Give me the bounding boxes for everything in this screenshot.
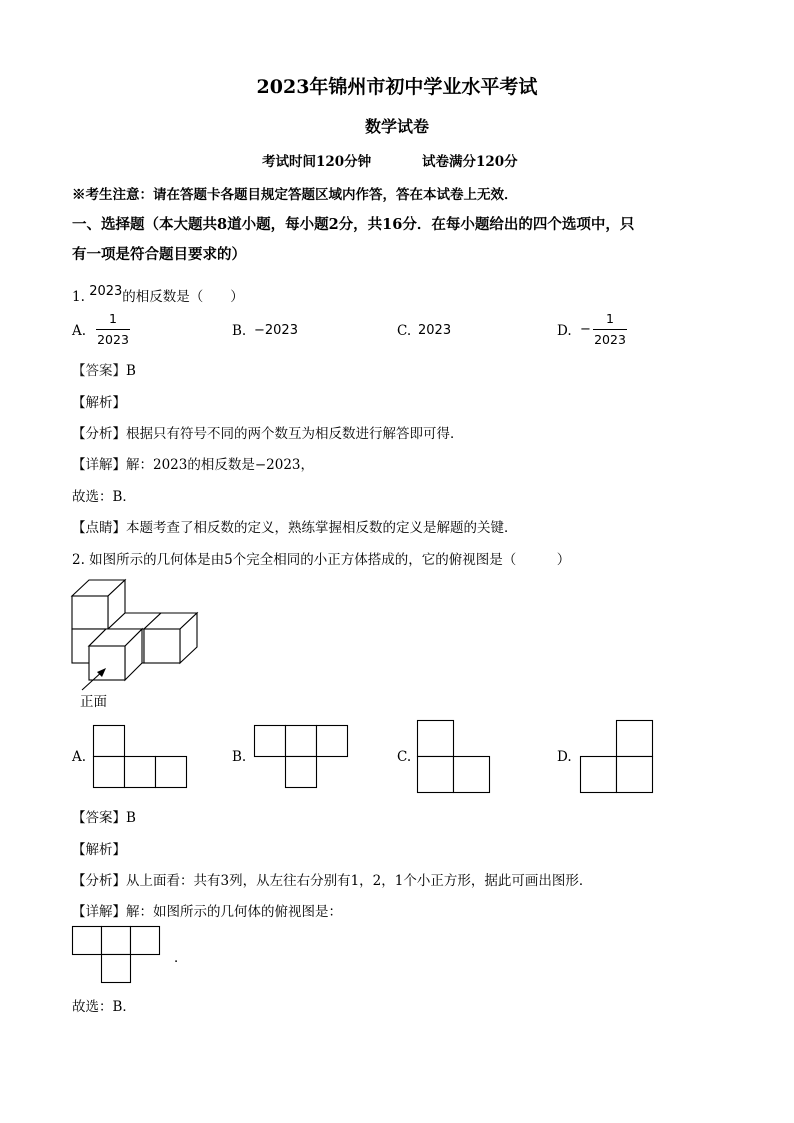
q1-option-d-denominator: 2023 bbox=[594, 332, 626, 347]
q2-detail bbox=[72, 900, 342, 920]
q1-fenxi-text: 根据只有符号不同的两个数互为相反数进行解答即可得． bbox=[126, 426, 464, 442]
q1-choose: 故选：B． bbox=[72, 489, 136, 505]
fraction-bar bbox=[96, 329, 130, 330]
q2-option-b-label: B. bbox=[232, 749, 247, 765]
q2-fenxi-text: 从上面看：共有3列，从左往右分别有1，2，1个小正方形，据此可画出图形． bbox=[126, 873, 593, 889]
q1-option-a-numerator: 1 bbox=[109, 311, 117, 326]
q2-option-c-figure bbox=[417, 720, 491, 794]
q1-option-d-sign: − bbox=[580, 322, 591, 337]
q2-option-b-figure bbox=[254, 725, 350, 789]
q1-detail-text: 解：2023的相反数是−2023， bbox=[126, 457, 315, 473]
q2-answer-value: B bbox=[126, 810, 136, 826]
q1-option-a-fraction bbox=[96, 311, 130, 348]
q2-option-d-label: D. bbox=[557, 749, 572, 765]
fenxi-tag: 【分析】 bbox=[72, 426, 126, 442]
q1-option-d-numerator: 1 bbox=[606, 311, 614, 326]
q1-option-c-value: 2023 bbox=[418, 323, 452, 338]
section-heading-line1: 一、选择题（本大题共8道小题，每小题2分，共16分．在每小题给出的四个选项中，只 bbox=[72, 216, 635, 233]
q1-stem-text: 的相反数是（ ） bbox=[122, 289, 244, 305]
q1-option-d-label: D. bbox=[557, 323, 572, 339]
q2-solution-period: ． bbox=[174, 950, 188, 966]
q1-analysis-tag: 【解析】 bbox=[72, 395, 126, 411]
q1-comment bbox=[72, 516, 518, 536]
page-title: 2023年锦州市初中学业水平考试 bbox=[256, 76, 538, 98]
cube-front-face bbox=[89, 646, 125, 680]
fenxi-tag: 【分析】 bbox=[72, 873, 126, 889]
q1-fenxi bbox=[72, 422, 464, 442]
section-heading-line2: 有一项是符合题目要求的） bbox=[72, 246, 246, 263]
q2-analysis-tag: 【解析】 bbox=[72, 842, 126, 858]
front-label: 正面 bbox=[80, 694, 107, 710]
comment-tag: 【点睛】 bbox=[72, 520, 126, 536]
q2-option-a-label: A. bbox=[72, 749, 87, 765]
q2-option-a-figure bbox=[93, 725, 189, 789]
cube-front-face bbox=[72, 596, 108, 629]
detail-tag: 【详解】 bbox=[72, 904, 126, 920]
q1-detail bbox=[72, 453, 314, 473]
exam-notice: ※考生注意：请在答题卡各题目规定答题区域内作答，答在本试卷上无效． bbox=[72, 187, 518, 203]
q2-solution-figure bbox=[72, 926, 162, 984]
q1-comment-text: 本题考查了相反数的定义，熟练掌握相反数的定义是解题的关键． bbox=[126, 520, 518, 536]
cube-front-face bbox=[144, 629, 180, 663]
q1-option-a-label: A. bbox=[72, 323, 87, 339]
answer-tag: 【答案】 bbox=[72, 810, 126, 826]
q1-option-b-label: B. bbox=[232, 323, 247, 339]
q2-choose: 故选：B． bbox=[72, 999, 136, 1015]
q2-stem: 2. 如图所示的几何体是由5个完全相同的小正方体搭成的，它的俯视图是（ ） bbox=[72, 552, 571, 568]
page-subtitle: 数学试卷 bbox=[364, 117, 429, 136]
answer-tag: 【答案】 bbox=[72, 363, 126, 379]
q1-answer-value: B bbox=[126, 363, 136, 379]
q1-option-d-fraction bbox=[593, 311, 627, 348]
q1-answer bbox=[72, 359, 136, 379]
q2-fenxi bbox=[72, 869, 592, 889]
q1-stem bbox=[72, 285, 244, 305]
exam-time: 考试时间120分钟 bbox=[262, 154, 372, 170]
q2-option-d-figure bbox=[580, 720, 654, 794]
cube-group bbox=[72, 580, 197, 680]
q2-detail-text: 解：如图所示的几何体的俯视图是： bbox=[126, 904, 342, 920]
q1-option-a-denominator: 2023 bbox=[97, 332, 129, 347]
detail-tag: 【详解】 bbox=[72, 457, 126, 473]
full-score: 试卷满分120分 bbox=[422, 154, 518, 170]
q2-option-c-label: C. bbox=[397, 749, 412, 765]
q2-solid-figure bbox=[70, 578, 200, 688]
q1-base-number: 2023 bbox=[89, 284, 123, 299]
q2-answer bbox=[72, 806, 136, 826]
q1-option-b-value: −2023 bbox=[254, 323, 298, 338]
q1-number: 1. bbox=[72, 289, 85, 305]
q1-option-c-label: C. bbox=[397, 323, 412, 339]
fraction-bar bbox=[593, 329, 627, 330]
